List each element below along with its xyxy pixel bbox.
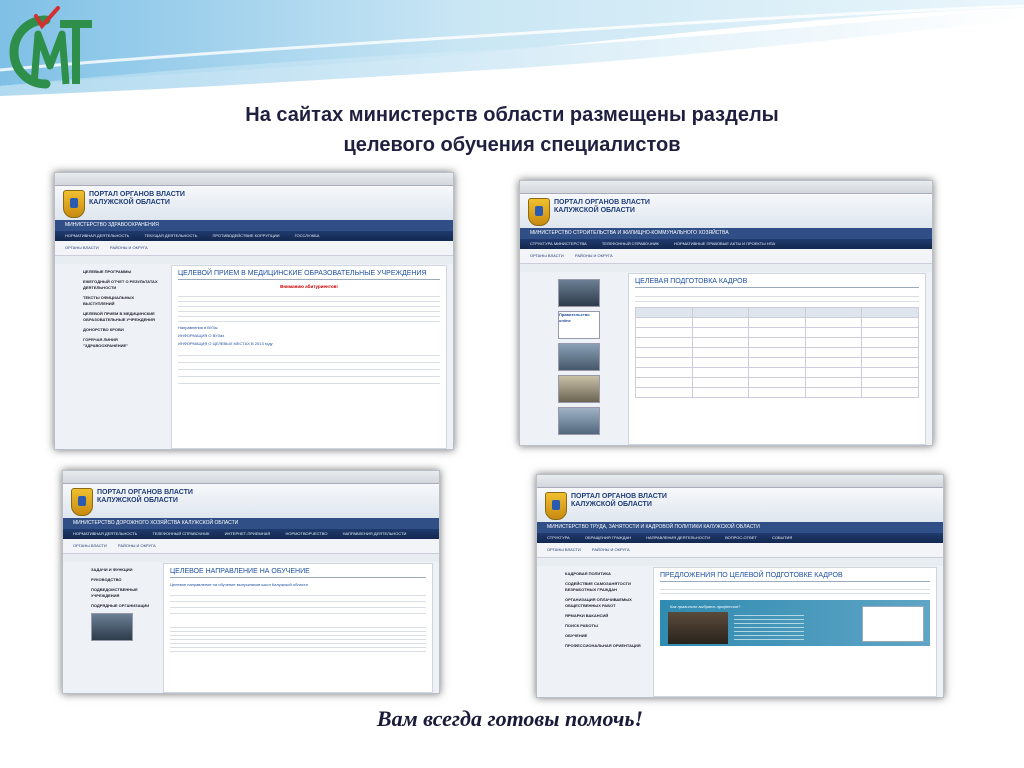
- content-link[interactable]: ИНФОРМАЦИЯ О ЦЕЛЕВЫХ МЕСТАХ В 2013 году: [178, 341, 273, 346]
- sidebar-banner[interactable]: [558, 343, 600, 371]
- sidebar: [537, 567, 649, 697]
- content-panel: [163, 563, 433, 693]
- portal-header: [55, 186, 453, 220]
- text-lines: [170, 624, 426, 652]
- portal-title: ПОРТАЛ ОРГАНОВ ВЛАСТИ КАЛУЖСКОЙ ОБЛАСТИ: [554, 199, 650, 214]
- portal-header: [537, 488, 943, 522]
- menu-item[interactable]: СОБЫТИЯ: [772, 535, 793, 540]
- menu-item[interactable]: НОРМАТИВНЫЕ ПРАВОВЫЕ АКТЫ И ПРОЕКТЫ НПА: [673, 241, 776, 246]
- coat-of-arms-icon: [545, 492, 567, 520]
- tools-bar: [63, 539, 439, 554]
- table-row: [636, 368, 919, 378]
- content-heading: ЦЕЛЕВОЕ НАПРАВЛЕНИЕ НА ОБУЧЕНИЕ: [170, 568, 426, 578]
- menu-item[interactable]: НОРМАТИВНАЯ ДЕЯТЕЛЬНОСТЬ: [73, 531, 138, 536]
- slide-title: [150, 100, 874, 160]
- menu-item[interactable]: СТРУКТУРА: [547, 535, 570, 540]
- content-subheading: Целевое направление на обучение выпускников школ Калужской области: [170, 582, 308, 587]
- breadcrumb: [537, 558, 943, 566]
- sidebar-item[interactable]: ТЕКСТЫ ОФИЦИАЛЬНЫХ ВЫСТУПЛЕНИЙ: [83, 295, 135, 306]
- official-photo: [558, 279, 600, 307]
- sidebar-item[interactable]: ЦЕЛЕВОЙ ПРИЕМ В МЕДИЦИНСКИЕ ОБРАЗОВАТЕЛЬНЫЕ УЧРЕЖДЕНИЯ: [83, 311, 155, 322]
- menu-item[interactable]: ИНТЕРНЕТ-ПРИЕМНАЯ: [224, 531, 271, 536]
- table-row: [636, 318, 919, 328]
- menu-item[interactable]: НОРМАТИВНАЯ ДЕЯТЕЛЬНОСТЬ: [65, 233, 130, 238]
- institutions-table: [635, 307, 919, 398]
- tools-link[interactable]: ОРГАНЫ ВЛАСТИ: [530, 253, 564, 258]
- ministry-name: МИНИСТЕРСТВО СТРОИТЕЛЬСТВА И ЖИЛИЩНО-КОММУНАЛЬНОГО ХОЗЯЙСТВА: [520, 228, 932, 239]
- breadcrumb: [520, 264, 932, 272]
- tools-link[interactable]: РАЙОНЫ И ОКРУГА: [117, 543, 156, 548]
- sidebar-item[interactable]: КАДРОВАЯ ПОЛИТИКА: [565, 571, 611, 576]
- main-menu: [55, 231, 453, 241]
- menu-item[interactable]: ОБРАЩЕНИЯ ГРАЖДАН: [584, 535, 632, 540]
- tools-link[interactable]: РАЙОНЫ И ОКРУГА: [574, 253, 613, 258]
- text-lines: [170, 590, 426, 616]
- menu-item[interactable]: ВОПРОС-ОТВЕТ: [725, 535, 757, 540]
- content-panel: [171, 265, 447, 449]
- text-lines: [635, 292, 919, 304]
- main-menu: [537, 533, 943, 543]
- breadcrumb: [63, 554, 439, 562]
- tools-bar: [537, 543, 943, 558]
- content-panel: [653, 567, 937, 697]
- content-heading: ЦЕЛЕВАЯ ПОДГОТОВКА КАДРОВ: [635, 278, 919, 288]
- sidebar-item[interactable]: ЗАДАЧИ И ФУНКЦИИ: [91, 567, 133, 572]
- sidebar-item[interactable]: ОБУЧЕНИЕ: [565, 633, 588, 638]
- tools-link[interactable]: ОРГАНЫ ВЛАСТИ: [65, 245, 99, 250]
- menu-item[interactable]: НАПРАВЛЕНИЯ ДЕЯТЕЛЬНОСТИ: [342, 531, 407, 536]
- portal-header: [63, 484, 439, 518]
- ministry-name: МИНИСТЕРСТВО ТРУДА, ЗАНЯТОСТИ И КАДРОВОЙ ПОЛИТИКИ КАЛУЖСКОЙ ОБЛАСТИ: [537, 522, 943, 533]
- content-heading: ПРЕДЛОЖЕНИЯ ПО ЦЕЛЕВОЙ ПОДГОТОВКЕ КАДРОВ: [660, 572, 930, 582]
- table-row: [636, 358, 919, 368]
- career-banner[interactable]: [660, 600, 930, 646]
- menu-item[interactable]: НОРМОТВОРЧЕСТВО: [285, 531, 328, 536]
- notice-text: Вниманию абитуриентов!: [280, 284, 338, 289]
- table-row: [636, 308, 919, 318]
- table-row: [636, 388, 919, 398]
- sidebar-item[interactable]: ПОДВЕДОМСТВЕННЫЕ УЧРЕЖДЕНИЯ: [91, 587, 138, 598]
- main-menu: [63, 529, 439, 539]
- smt-logo: [6, 6, 94, 92]
- sidebar-item[interactable]: СОДЕЙСТВИЕ САМОЗАНЯТОСТИ БЕЗРАБОТНЫХ ГРАЖДАН: [565, 581, 631, 592]
- menu-item[interactable]: НАПРАВЛЕНИЯ ДЕЯТЕЛЬНОСТИ: [646, 535, 710, 540]
- content-link[interactable]: ИНФОРМАЦИЯ О ВУЗах: [178, 333, 225, 338]
- text-lines: [178, 292, 440, 322]
- tools-link[interactable]: РАЙОНЫ И ОКРУГА: [109, 245, 148, 250]
- browser-chrome: [63, 471, 439, 484]
- header-swoosh: [0, 0, 1024, 110]
- sidebar-item[interactable]: ПОИСК РАБОТЫ: [565, 623, 598, 628]
- sidebar: [63, 563, 157, 693]
- coat-of-arms-icon: [71, 488, 93, 516]
- menu-item[interactable]: ГОССЛУЖБА: [294, 233, 320, 238]
- sidebar-item[interactable]: ПОДРЯДНЫЕ ОРГАНИЗАЦИИ: [91, 603, 150, 608]
- tools-link[interactable]: РАЙОНЫ И ОКРУГА: [591, 547, 630, 552]
- browser-chrome: [537, 475, 943, 488]
- sidebar-item[interactable]: ДОНОРСТВО КРОВИ: [83, 327, 124, 332]
- menu-item[interactable]: ТЕЛЕФОННЫЙ СПРАВОЧНИК: [152, 531, 210, 536]
- banner-question: Как правильно выбрать профессию?: [670, 604, 741, 609]
- portal-title: ПОРТАЛ ОРГАНОВ ВЛАСТИ КАЛУЖСКОЙ ОБЛАСТИ: [571, 493, 667, 508]
- sidebar-item[interactable]: ЦЕЛЕВЫЕ ПРОГРАММЫ: [83, 269, 132, 274]
- banner-photo: [668, 612, 728, 644]
- ministry-logo: [862, 606, 924, 642]
- table-row: [636, 378, 919, 388]
- tools-link[interactable]: ОРГАНЫ ВЛАСТИ: [73, 543, 107, 548]
- slide-title-line-2: целевого обучения специалистов: [343, 134, 681, 156]
- official-photo: [91, 613, 133, 641]
- banner-text-lines: [734, 612, 804, 640]
- table-row: [636, 328, 919, 338]
- sidebar-item[interactable]: ЯРМАРКИ ВАКАНСИЙ: [565, 613, 609, 618]
- browser-chrome: [55, 173, 453, 186]
- content-link[interactable]: Направления в ВУЗы: [178, 325, 218, 330]
- table-row: [636, 338, 919, 348]
- screenshot-health-ministry: [54, 172, 454, 450]
- sidebar: [55, 265, 165, 449]
- text-lines: [660, 586, 930, 594]
- screenshot-road-ministry: [62, 470, 440, 694]
- coat-of-arms-icon: [528, 198, 550, 226]
- sidebar: [520, 273, 626, 445]
- portal-header: [520, 194, 932, 228]
- tools-bar: [55, 241, 453, 256]
- browser-chrome: [520, 181, 932, 194]
- sidebar-banner[interactable]: [558, 407, 600, 435]
- menu-item[interactable]: СТРУКТУРА МИНИСТЕРСТВА: [530, 241, 587, 246]
- tools-bar: [520, 249, 932, 264]
- ministry-name: МИНИСТЕРСТВО ДОРОЖНОГО ХОЗЯЙСТВА КАЛУЖСКОЙ ОБЛАСТИ: [63, 518, 439, 529]
- text-lines: [178, 349, 440, 389]
- ministry-name: МИНИСТЕРСТВО ЗДРАВООХРАНЕНИЯ: [55, 220, 453, 231]
- sidebar-item[interactable]: ГОРЯЧАЯ ЛИНИЯ "ЗДРАВООХРАНЕНИЕ": [83, 337, 129, 348]
- sidebar-item[interactable]: ОРГАНИЗАЦИЯ ОПЛАЧИВАЕМЫХ ОБЩЕСТВЕННЫХ РАБОТ: [565, 597, 632, 608]
- sidebar-item[interactable]: ПРОФЕССИОНАЛЬНАЯ ОРИЕНТАЦИЯ: [565, 643, 641, 648]
- sidebar-item[interactable]: ЕЖЕГОДНЫЙ ОТЧЕТ О РЕЗУЛЬТАТАХ ДЕЯТЕЛЬНОСТИ: [83, 279, 158, 290]
- main-menu: [520, 239, 932, 249]
- content-heading: ЦЕЛЕВОЙ ПРИЕМ В МЕДИЦИНСКИЕ ОБРАЗОВАТЕЛЬНЫЕ УЧРЕЖДЕНИЯ: [178, 270, 440, 280]
- gov-online-banner[interactable]: Правительство online: [558, 311, 600, 339]
- screenshot-labour-ministry: [536, 474, 944, 698]
- sidebar-banner[interactable]: [558, 375, 600, 403]
- content-panel: [628, 273, 926, 445]
- slide-title-line-1: На сайтах министерств области размещены разделы: [245, 104, 779, 126]
- screenshot-construction-ministry: [519, 180, 933, 446]
- menu-item[interactable]: ПРОТИВОДЕЙСТВИЕ КОРРУПЦИИ: [212, 233, 280, 238]
- portal-title: ПОРТАЛ ОРГАНОВ ВЛАСТИ КАЛУЖСКОЙ ОБЛАСТИ: [89, 191, 185, 206]
- breadcrumb: [55, 256, 453, 264]
- table-row: [636, 348, 919, 358]
- sidebar-item[interactable]: РУКОВОДСТВО: [91, 577, 122, 582]
- portal-title: ПОРТАЛ ОРГАНОВ ВЛАСТИ КАЛУЖСКОЙ ОБЛАСТИ: [97, 489, 193, 504]
- coat-of-arms-icon: [63, 190, 85, 218]
- tools-link[interactable]: ОРГАНЫ ВЛАСТИ: [547, 547, 581, 552]
- menu-item[interactable]: ТЕЛЕФОННЫЙ СПРАВОЧНИК: [601, 241, 659, 246]
- slide-footer: Вам всегда готовы помочь!: [376, 706, 644, 731]
- menu-item[interactable]: ТЕКУЩАЯ ДЕЯТЕЛЬНОСТЬ: [144, 233, 198, 238]
